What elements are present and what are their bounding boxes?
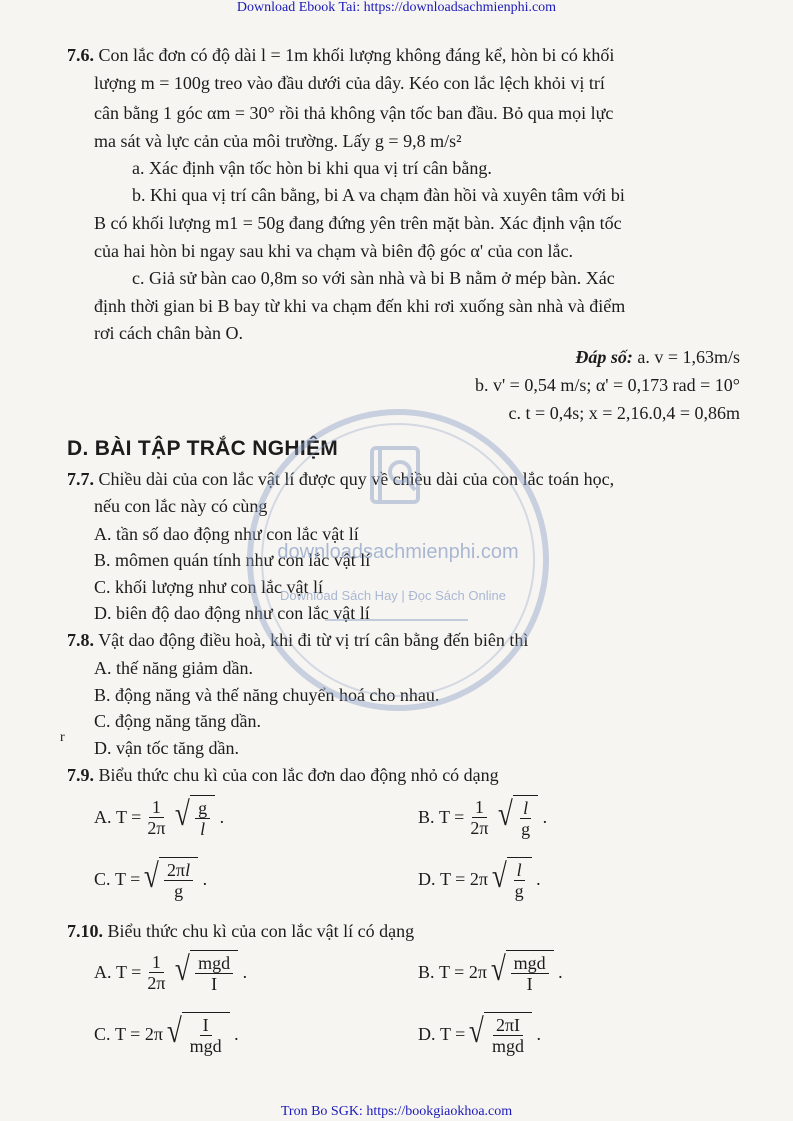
problem-line: rơi cách chân bàn O. bbox=[94, 323, 243, 343]
option-a[interactable]: A. T = $\frac{1}{2\pi}$ √ $\frac{\text{mgd}}{I}$ . bbox=[94, 951, 248, 994]
option-d[interactable]: D. T = 2π √ $\frac{l}{g}$ . bbox=[418, 858, 541, 901]
option-label: B. bbox=[418, 806, 435, 827]
problem-line: cân bằng 1 góc αm = 30° rồi thả không vận tốc ban đầu. Bỏ qua mọi lực bbox=[94, 103, 614, 123]
formula-sqrt: √ $\frac{2\pi I}{\text{mgd}}$ bbox=[467, 1012, 532, 1056]
option-a[interactable]: A. thế năng giảm dần. bbox=[94, 658, 253, 678]
formula-sqrt: √ $\frac{I}{\text{mgd}}$ bbox=[165, 1012, 230, 1056]
answer-line: c. t = 0,4s; x = 2,16.0,4 = 0,86m bbox=[508, 403, 740, 423]
problem-line: ma sát và lực cản của môi trường. Lấy g = 9,8 m/s² bbox=[94, 131, 462, 151]
formula-sqrt: √ $\frac{g}{l}$ bbox=[173, 795, 215, 839]
question-number: 7.9. bbox=[67, 765, 94, 785]
section-title: D. BÀI TẬP TRẮC NGHIỆM bbox=[67, 437, 339, 460]
option-c[interactable]: C. T = 2π √ $\frac{I}{\text{mgd}}$ . bbox=[94, 1013, 239, 1056]
option-label: D. bbox=[418, 868, 436, 889]
problem-line bbox=[67, 44, 614, 66]
option-b[interactable]: B. T = $\frac{1}{2\pi}$ √ $\frac{l}{g}$ . bbox=[418, 796, 548, 839]
formula-sqrt: √ $\frac{l}{g}$ bbox=[490, 857, 532, 901]
option-b[interactable]: B. động năng và thế năng chuyển hoá cho nhau. bbox=[94, 685, 440, 705]
option-label: B. bbox=[418, 961, 435, 982]
formula-fraction: $\frac{1}{2\pi}$ bbox=[470, 796, 489, 838]
formula-fraction: $\frac{1}{2\pi}$ bbox=[147, 951, 166, 993]
answer-text: a. v = 1,63m/s bbox=[637, 347, 740, 367]
answer-line bbox=[430, 346, 740, 368]
answer-line: b. v' = 0,54 m/s; α' = 0,173 rad = 10° bbox=[474, 375, 740, 395]
option-d[interactable]: D. biên độ dao động như con lắc vật lí bbox=[94, 603, 370, 623]
watermark-url: downloadsachmienphi.com bbox=[277, 541, 519, 563]
problem-number: 7.6. bbox=[67, 45, 94, 65]
answer-label: Đáp số: bbox=[575, 347, 633, 367]
option-b[interactable]: B. mômen quán tính như con lắc vật lí bbox=[94, 550, 371, 570]
formula-sqrt: √ $\frac{\text{mgd}}{I}$ bbox=[173, 950, 238, 994]
formula-sqrt: √ $\frac{l}{g}$ bbox=[496, 795, 538, 839]
problem-line: lượng m = 100g treo vào đầu dưới của dây. Kéo con lắc lệch khỏi vị trí bbox=[94, 73, 605, 93]
scan-mark: r bbox=[60, 730, 65, 745]
option-c[interactable]: C. T = √ $\frac{2\pi l}{g}$ . bbox=[94, 858, 208, 901]
option-c[interactable]: C. khối lượng như con lắc vật lí bbox=[94, 577, 323, 597]
question-number: 7.8. bbox=[67, 630, 94, 650]
formula-sqrt: √ $\frac{2\pi l}{g}$ bbox=[142, 857, 198, 901]
question-stem bbox=[67, 629, 528, 651]
question-text: Chiều dài của con lắc vật lí được quy về chiều dài của con lắc toán học, bbox=[98, 469, 615, 489]
question-number: 7.7. bbox=[67, 469, 94, 489]
option-label: C. bbox=[94, 1023, 111, 1044]
problem-line: B có khối lượng m1 = 50g đang đứng yên trên mặt bàn. Xác định vận tốc bbox=[94, 213, 622, 233]
problem-text: Con lắc đơn có độ dài l = 1m khối lượng không đáng kể, hòn bi có khối bbox=[98, 45, 615, 65]
footer-link[interactable]: Tron Bo SGK: https://bookgiaokhoa.com bbox=[280, 1104, 513, 1119]
question-stem bbox=[67, 468, 614, 490]
problem-line: b. Khi qua vị trí cân bằng, bi A va chạm đàn hồi và xuyên tâm với bi bbox=[132, 185, 625, 205]
option-a[interactable]: A. tần số dao động như con lắc vật lí bbox=[94, 524, 359, 544]
header-link[interactable]: Download Ebook Tai: https://downloadsachmienphi.com bbox=[236, 0, 557, 15]
option-a[interactable]: A. T = $\frac{1}{2\pi}$ √ $\frac{g}{l}$ . bbox=[94, 796, 225, 839]
problem-line: của hai hòn bi ngay sau khi va chạm và biên độ góc α' của con lắc. bbox=[94, 241, 574, 261]
watermark-tagline: Download Sách Hay | Đọc Sách Online bbox=[280, 588, 506, 603]
option-label: A. bbox=[94, 806, 112, 827]
formula-sqrt: √ $\frac{\text{mgd}}{I}$ bbox=[489, 950, 554, 994]
question-stem: nếu con lắc này có cùng bbox=[94, 496, 268, 516]
question-stem bbox=[67, 764, 499, 786]
option-label: D. bbox=[418, 1023, 436, 1044]
question-text: Biểu thức chu kì của con lắc vật lí có dạng bbox=[107, 921, 415, 941]
problem-line: c. Giả sử bàn cao 0,8m so với sàn nhà và bi B nằm ở mép bàn. Xác bbox=[132, 268, 615, 288]
problem-line: định thời gian bi B bay từ khi va chạm đến khi rơi xuống sàn nhà và điểm bbox=[94, 296, 626, 316]
option-d[interactable]: D. vận tốc tăng dần. bbox=[94, 738, 239, 758]
option-label: A. bbox=[94, 961, 112, 982]
option-d[interactable]: D. T = √ $\frac{2\pi I}{\text{mgd}}$ . bbox=[418, 1013, 542, 1056]
question-stem bbox=[67, 920, 414, 942]
question-text: Biểu thức chu kì của con lắc đơn dao động nhỏ có dạng bbox=[98, 765, 499, 785]
option-label: C. bbox=[94, 868, 111, 889]
option-b[interactable]: B. T = 2π √ $\frac{\text{mgd}}{I}$ . bbox=[418, 951, 563, 994]
formula-fraction: $\frac{1}{2\pi}$ bbox=[147, 796, 166, 838]
problem-line: a. Xác định vận tốc hòn bi khi qua vị trí cân bằng. bbox=[132, 158, 492, 178]
option-c[interactable]: C. động năng tăng dần. bbox=[94, 711, 261, 731]
question-number: 7.10. bbox=[67, 921, 103, 941]
question-text: Vật dao động điều hoà, khi đi từ vị trí cân bằng đến biên thì bbox=[98, 630, 529, 650]
